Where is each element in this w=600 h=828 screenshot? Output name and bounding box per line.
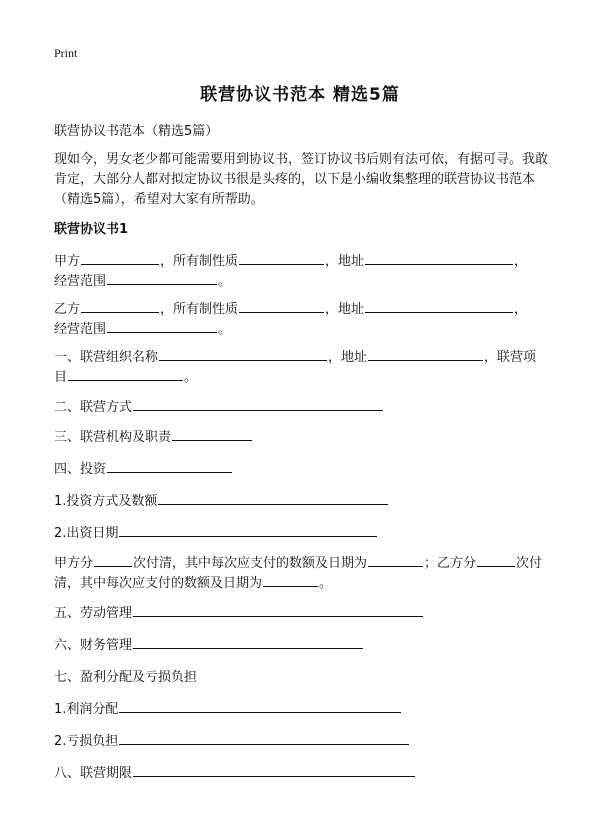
party-b-period: 。 (218, 322, 232, 337)
item-6-label: 六、财务管理 (54, 638, 133, 653)
payment-b-desc-2: 清，其中每次应支付的数额及日期为 (54, 576, 263, 591)
item-8-blank (133, 764, 415, 777)
payment-b-desc: 次付 (516, 556, 543, 571)
item-6-line (54, 634, 364, 653)
item-1-project-label: ，联营项 (484, 350, 537, 365)
item-1-period: 。 (184, 370, 198, 385)
party-a-scope-line (54, 270, 231, 289)
payment-b-amount-blank (263, 574, 318, 587)
party-b-label: 乙方 (54, 302, 81, 317)
party-b-scope-label: 经营范围 (54, 322, 107, 337)
item-4-line (54, 458, 233, 477)
item-4-2-line (54, 522, 378, 541)
party-a-scope-blank (107, 272, 217, 285)
party-b-address-blank (365, 300, 513, 313)
item-8-label: 八、联营期限 (54, 766, 133, 781)
item-4-2-label: 2.出资日期 (54, 526, 119, 541)
item-1-project-cont: 目 (54, 370, 68, 385)
item-5-line (54, 602, 424, 621)
payment-line-2 (54, 572, 332, 591)
item-2-blank (133, 398, 383, 411)
item-1-name-blank (159, 348, 327, 361)
page-title: 联营协议书范本 精选5篇 (200, 85, 400, 105)
item-1-label: 一、联营组织名称 (54, 350, 159, 365)
party-a-address-label: ，地址 (325, 254, 365, 269)
item-3-line (54, 426, 253, 445)
payment-b-times-blank (477, 554, 515, 567)
party-b-line (54, 298, 527, 317)
party-a-name-blank (81, 252, 159, 265)
payment-b-label: ；乙方分 (424, 556, 477, 571)
item-4-1-blank (158, 492, 388, 505)
item-4-1-line (54, 490, 389, 509)
item-7-1-label: 1.利润分配 (54, 702, 119, 717)
party-b-nature-blank (239, 300, 324, 313)
intro-paragraph: 现如今，男女老少都可能需要用到协议书，签订协议书后则有法可依，有据可寻。我敢肯定，大部分人都对拟定协议书很是头疼的，以下是小编收集整理的联营协议书范本（精选5篇），希望对大家有所帮助。 (54, 152, 549, 207)
item-4-blank (107, 460, 232, 473)
document-subtitle: 联营协议书范本（精选5篇） (54, 124, 219, 139)
party-a-label: 甲方 (54, 254, 81, 269)
payment-period: 。 (319, 576, 333, 591)
item-3-blank (172, 428, 252, 441)
party-a-scope-label: 经营范围 (54, 274, 107, 289)
section-heading: 联营协议书1 (54, 222, 129, 237)
item-7-2-blank (119, 732, 409, 745)
item-2-line (54, 396, 384, 415)
item-4-1-label: 1.投资方式及数额 (54, 494, 158, 509)
item-1-line (54, 346, 536, 365)
party-b-scope-blank (107, 320, 217, 333)
party-a-period: 。 (218, 274, 232, 289)
item-1-address-label: ，地址 (328, 350, 368, 365)
party-b-name-blank (81, 300, 159, 313)
party-b-nature-label: ，所有制性质 (160, 302, 239, 317)
party-a-address-blank (365, 252, 513, 265)
item-5-blank (133, 604, 423, 617)
item-7-2-label: 2.亏损负担 (54, 734, 119, 749)
party-b-scope-line (54, 318, 231, 337)
payment-a-label: 甲方分 (54, 556, 94, 571)
party-a-line (54, 250, 527, 269)
item-1-address-blank (368, 348, 483, 361)
item-1-project-blank (68, 368, 183, 381)
payment-a-amount-blank (368, 554, 423, 567)
payment-a-times-blank (94, 554, 132, 567)
party-b-address-label: ，地址 (325, 302, 365, 317)
item-7-2-line (54, 730, 410, 749)
print-link[interactable]: Print (54, 46, 78, 60)
item-7-label: 七、盈利分配及亏损负担 (54, 670, 198, 685)
item-1-line-2 (54, 366, 197, 385)
item-4-2-blank (119, 524, 377, 537)
item-6-blank (133, 636, 363, 649)
item-7-1-blank (119, 700, 401, 713)
item-8-line (54, 762, 416, 781)
party-a-comma: ， (514, 254, 528, 269)
party-a-nature-blank (239, 252, 324, 265)
payment-line-1 (54, 552, 542, 571)
item-2-label: 二、联营方式 (54, 400, 133, 415)
item-7-1-line (54, 698, 402, 717)
item-7-line (54, 666, 197, 685)
item-5-label: 五、劳动管理 (54, 606, 133, 621)
party-b-comma: ， (514, 302, 528, 317)
party-a-nature-label: ，所有制性质 (160, 254, 239, 269)
item-3-label: 三、联营机构及职责 (54, 430, 172, 445)
item-4-label: 四、投资 (54, 462, 107, 477)
payment-a-desc: 次付清，其中每次应支付的数额及日期为 (133, 556, 368, 571)
